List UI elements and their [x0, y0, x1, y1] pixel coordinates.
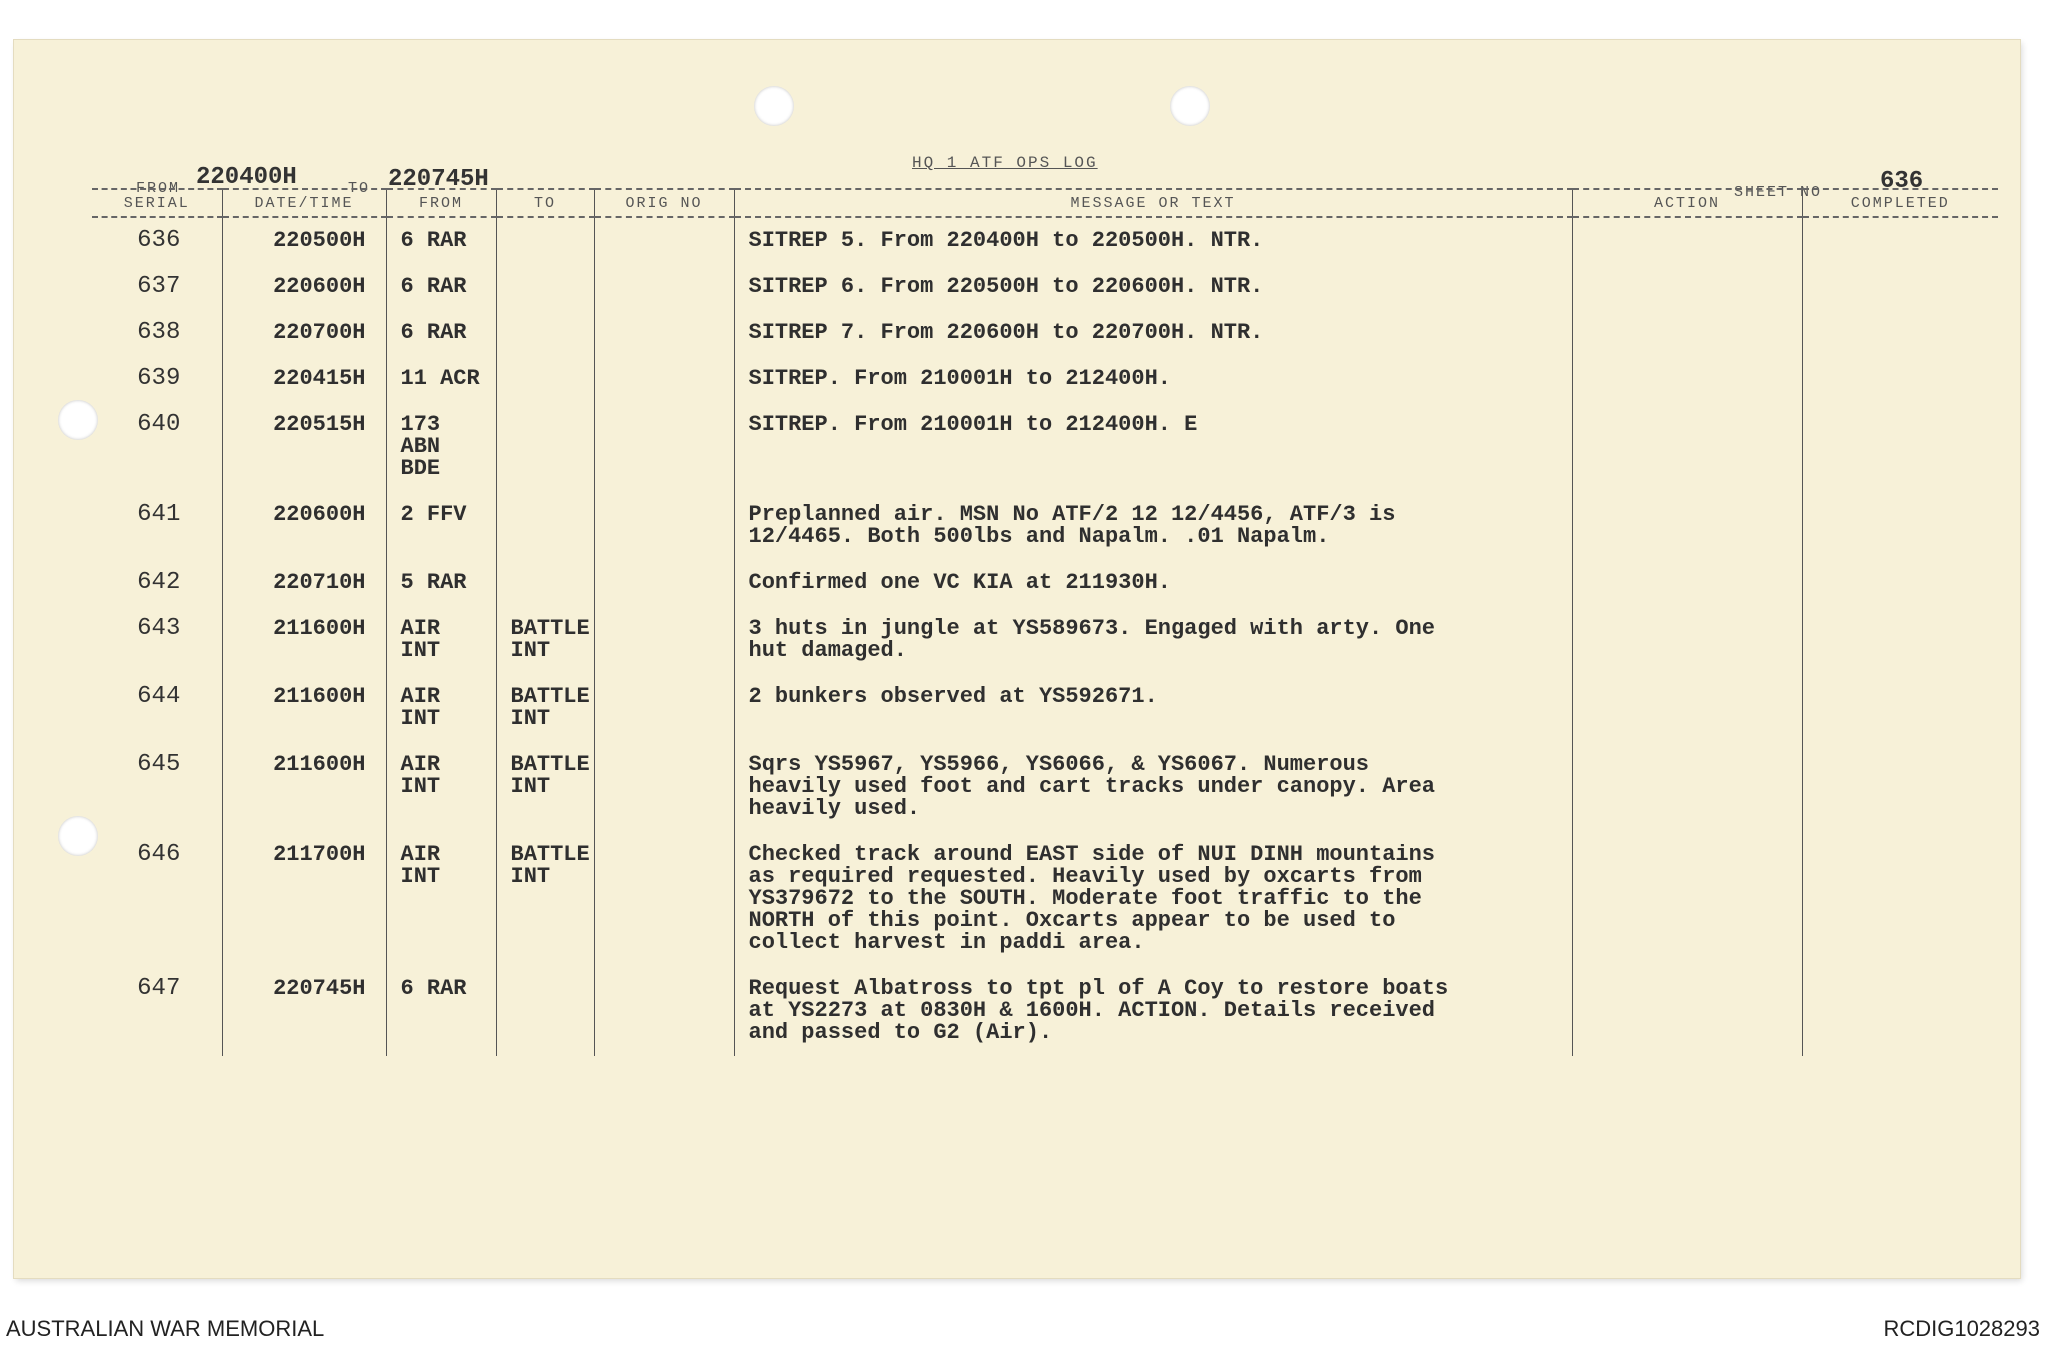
cell-serial: 644	[137, 683, 181, 710]
from-label: FROM	[136, 180, 181, 197]
cell-action	[1572, 832, 1802, 966]
cell-serial: 645	[137, 751, 181, 778]
table-row	[92, 832, 1998, 966]
col-header-serial: SERIAL	[92, 189, 222, 217]
to-label: TO	[348, 180, 371, 197]
cell-action	[1572, 217, 1802, 264]
cell-datetime: 220515H	[222, 402, 386, 492]
cell-datetime: 211700H	[222, 832, 386, 966]
cell-to	[496, 217, 594, 264]
cell-from: 6 RAR	[386, 264, 496, 310]
sheet-label: SHEET NO	[1734, 184, 1823, 201]
cell-from: 5 RAR	[386, 560, 496, 606]
cell-completed	[1802, 966, 1998, 1056]
cell-action	[1572, 560, 1802, 606]
cell-datetime: 220500H	[222, 217, 386, 264]
col-header-message: MESSAGE OR TEXT	[734, 189, 1572, 217]
cell-datetime: 211600H	[222, 674, 386, 742]
cell-action	[1572, 264, 1802, 310]
table-row	[92, 356, 1998, 402]
cell-from: 11 ACR	[386, 356, 496, 402]
cell-message: 3 huts in jungle at YS589673. Engaged with arty. One hut damaged.	[734, 606, 1572, 674]
cell-message: Checked track around EAST side of NUI DINH mountains as required requested. Heavily used by oxcarts from YS379672 to the SOUTH. Moderate foot traffic to the NORTH of this point. Oxcarts appear to be used to collect harvest in paddi area.	[734, 832, 1572, 966]
cell-to: BATTLE INT	[496, 742, 594, 832]
cell-orig-no	[594, 606, 734, 674]
cell-orig-no	[594, 560, 734, 606]
cell-message: SITREP 5. From 220400H to 220500H. NTR.	[734, 217, 1572, 264]
cell-orig-no	[594, 832, 734, 966]
cell-message: Preplanned air. MSN No ATF/2 12 12/4456, ATF/3 is 12/4465. Both 500lbs and Napalm. .01 Napalm.	[734, 492, 1572, 560]
cell-serial: 642	[137, 569, 181, 596]
cell-serial: 641	[137, 501, 181, 528]
cell-datetime: 211600H	[222, 606, 386, 674]
sheet-value: 636	[1880, 168, 1924, 195]
ops-log-table	[92, 188, 1998, 1056]
table-row	[92, 606, 1998, 674]
cell-message: Confirmed one VC KIA at 211930H.	[734, 560, 1572, 606]
cell-action	[1572, 742, 1802, 832]
cell-action	[1572, 674, 1802, 742]
cell-datetime: 220710H	[222, 560, 386, 606]
cell-from: 6 RAR	[386, 310, 496, 356]
to-value: 220745H	[388, 166, 489, 193]
from-value: 220400H	[196, 164, 297, 191]
cell-serial: 639	[137, 365, 181, 392]
cell-action	[1572, 310, 1802, 356]
footer-id: RCDIG1028293	[1883, 1316, 2040, 1341]
cell-orig-no	[594, 742, 734, 832]
col-header-from: FROM	[386, 189, 496, 217]
col-header-completed: COMPLETED	[1802, 189, 1998, 217]
table-row	[92, 310, 1998, 356]
cell-datetime: 220745H	[222, 966, 386, 1056]
cell-to: BATTLE INT	[496, 606, 594, 674]
footer-source: AUSTRALIAN WAR MEMORIAL	[6, 1316, 325, 1341]
cell-orig-no	[594, 264, 734, 310]
cell-orig-no	[594, 492, 734, 560]
cell-serial: 647	[137, 975, 181, 1002]
cell-action	[1572, 492, 1802, 560]
cell-from: AIR INT	[386, 832, 496, 966]
cell-action	[1572, 402, 1802, 492]
cell-completed	[1802, 356, 1998, 402]
cell-to	[496, 310, 594, 356]
cell-serial: 643	[137, 615, 181, 642]
cell-completed	[1802, 310, 1998, 356]
cell-orig-no	[594, 217, 734, 264]
cell-message: 2 bunkers observed at YS592671.	[734, 674, 1572, 742]
cell-to	[496, 560, 594, 606]
cell-orig-no	[594, 674, 734, 742]
cell-serial: 638	[137, 319, 181, 346]
cell-completed	[1802, 217, 1998, 264]
cell-orig-no	[594, 310, 734, 356]
cell-to	[496, 966, 594, 1056]
log-title: HQ 1 ATF OPS LOG	[912, 154, 1098, 172]
cell-completed	[1802, 742, 1998, 832]
table-row	[92, 674, 1998, 742]
col-header-action: ACTION	[1572, 189, 1802, 217]
cell-completed	[1802, 832, 1998, 966]
punch-hole	[1170, 86, 1210, 126]
cell-datetime: 220600H	[222, 264, 386, 310]
table-row	[92, 402, 1998, 492]
cell-orig-no	[594, 356, 734, 402]
cell-from: AIR INT	[386, 606, 496, 674]
cell-completed	[1802, 264, 1998, 310]
cell-datetime: 220415H	[222, 356, 386, 402]
cell-to	[496, 402, 594, 492]
cell-from: 173 ABN BDE	[386, 402, 496, 492]
table-row	[92, 966, 1998, 1056]
table-row	[92, 560, 1998, 606]
cell-datetime: 220700H	[222, 310, 386, 356]
cell-from: 2 FFV	[386, 492, 496, 560]
col-header-orig-no: ORIG NO	[594, 189, 734, 217]
cell-completed	[1802, 606, 1998, 674]
cell-action	[1572, 356, 1802, 402]
cell-to	[496, 356, 594, 402]
cell-from: 6 RAR	[386, 966, 496, 1056]
table-row	[92, 492, 1998, 560]
cell-action	[1572, 606, 1802, 674]
cell-message: Sqrs YS5967, YS5966, YS6066, & YS6067. Numerous heavily used foot and cart tracks under canopy. Area heavily used.	[734, 742, 1572, 832]
cell-serial: 646	[137, 841, 181, 868]
cell-datetime: 211600H	[222, 742, 386, 832]
col-header-to: TO	[496, 189, 594, 217]
cell-action	[1572, 966, 1802, 1056]
cell-serial: 640	[137, 411, 181, 438]
col-header-datetime: DATE/TIME	[222, 189, 386, 217]
cell-completed	[1802, 402, 1998, 492]
cell-from: AIR INT	[386, 742, 496, 832]
cell-orig-no	[594, 402, 734, 492]
cell-from: 6 RAR	[386, 217, 496, 264]
cell-to: BATTLE INT	[496, 674, 594, 742]
cell-serial: 637	[137, 273, 181, 300]
cell-message: SITREP. From 210001H to 212400H.	[734, 356, 1572, 402]
cell-to	[496, 492, 594, 560]
cell-datetime: 220600H	[222, 492, 386, 560]
cell-message: Request Albatross to tpt pl of A Coy to restore boats at YS2273 at 0830H & 1600H. ACTION. Details received and passed to G2 (Air).	[734, 966, 1572, 1056]
table-row	[92, 264, 1998, 310]
cell-message: SITREP 6. From 220500H to 220600H. NTR.	[734, 264, 1572, 310]
cell-serial: 636	[137, 227, 181, 254]
cell-to: BATTLE INT	[496, 832, 594, 966]
cell-message: SITREP 7. From 220600H to 220700H. NTR.	[734, 310, 1572, 356]
cell-completed	[1802, 492, 1998, 560]
cell-orig-no	[594, 966, 734, 1056]
cell-message: SITREP. From 210001H to 212400H. E	[734, 402, 1572, 492]
cell-to	[496, 264, 594, 310]
cell-completed	[1802, 560, 1998, 606]
cell-from: AIR INT	[386, 674, 496, 742]
table-row	[92, 217, 1998, 264]
cell-completed	[1802, 674, 1998, 742]
table-header-row	[92, 189, 1998, 217]
punch-hole	[754, 86, 794, 126]
table-row	[92, 742, 1998, 832]
